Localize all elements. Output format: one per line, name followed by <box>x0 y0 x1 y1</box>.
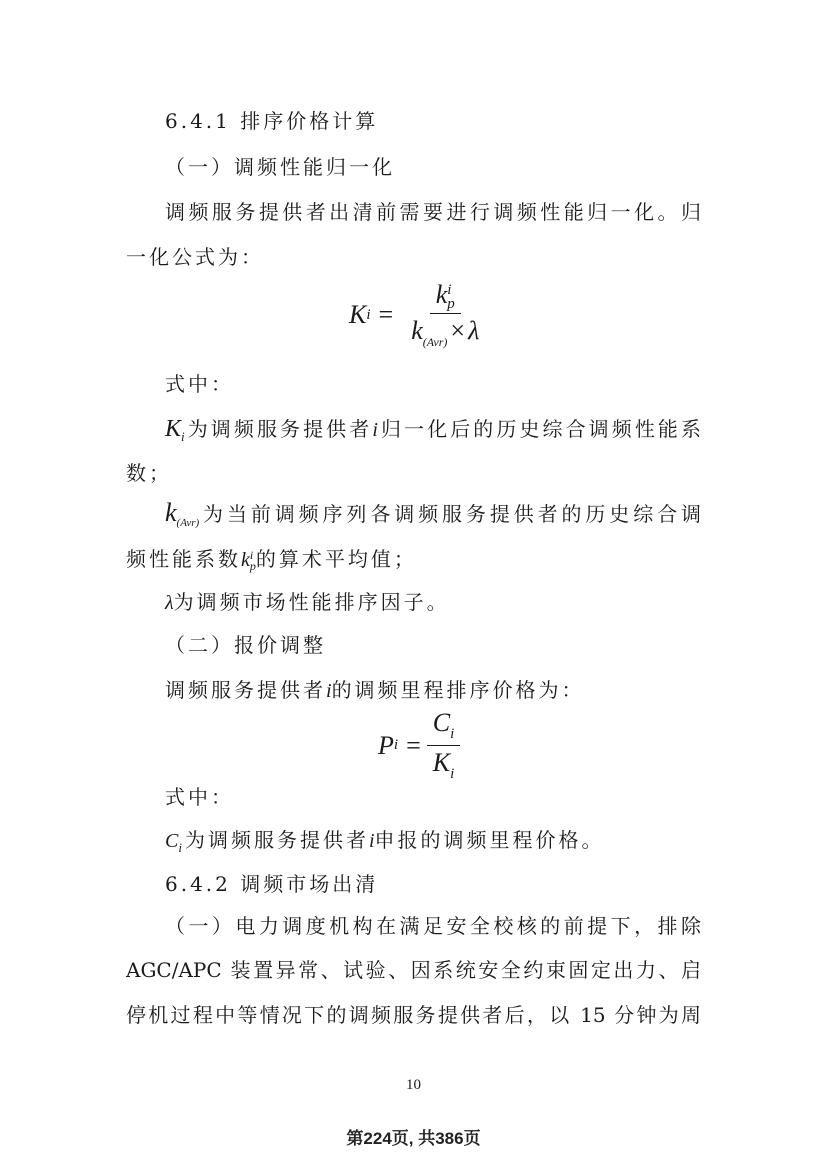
paragraph-1-line-2: 一化公式为： <box>126 245 264 269</box>
paragraph-2: 调频服务提供者i的调频里程排序价格为： <box>165 678 585 702</box>
formula1-equals: = <box>378 300 394 330</box>
definition-lambda: λ为调频市场性能排序因子。 <box>165 590 450 614</box>
formula2-numerator: $C_i$ <box>427 708 461 746</box>
where-label-1: 式中： <box>165 372 234 396</box>
formula2-lhs-sub: i <box>393 737 399 753</box>
formula1-lhs: K <box>349 300 367 330</box>
definition-C: $C_i$为调频服务提供者i申报的调频里程价格。 <box>165 828 605 855</box>
formula-sort-price <box>378 708 460 783</box>
formula-normalization <box>349 280 485 350</box>
definition-K-line-1: $K_i$为调频服务提供者i归一化后的历史综合调频性能系 <box>165 416 701 444</box>
section-6-4-1-heading: 6.4.1 排序价格计算 <box>165 109 379 133</box>
paragraph-3-line-1: （一）电力调度机构在满足安全校核的前提下，排除 <box>165 914 701 938</box>
formula1-denominator: $k_{(Avr)} \times \lambda$ <box>411 316 480 350</box>
formula2-equals: = <box>406 730 421 760</box>
paragraph-1-line-1: 调频服务提供者出清前需要进行调频性能归一化。归 <box>165 200 701 224</box>
formula2-lhs: P <box>378 730 394 760</box>
formula1-numerator: k i p <box>430 280 461 314</box>
page-footer: 第224页, 共386页 <box>346 1129 481 1148</box>
definition-kAvr-line-1: $k_{(Avr)}$为当前调频序列各调频服务提供者的历史综合调 <box>165 498 701 529</box>
definition-K-line-2: 数； <box>126 461 172 485</box>
formula2-denominator: $K_i$ <box>432 748 455 782</box>
where-label-2: 式中： <box>165 785 234 809</box>
paragraph-3-line-2: AGC/APC 装置异常、试验、因系统安全约束固定出力、启 <box>126 958 701 982</box>
section-6-4-2-heading: 6.4.2 调频市场出清 <box>165 872 379 896</box>
formula1-fraction <box>405 280 485 350</box>
subsection-1-title: （一）调频性能归一化 <box>165 155 395 179</box>
subsection-2-title: （二）报价调整 <box>165 633 326 657</box>
formula2-fraction <box>427 708 461 783</box>
page-number: 10 <box>406 1077 421 1093</box>
definition-kAvr-line-2: 频性能系数k i p 的算术平均值； <box>126 547 417 573</box>
formula1-lhs-sub: i <box>366 306 371 323</box>
paragraph-3-line-3: 停机过程中等情况下的调频服务提供者后，以 15 分钟为周 <box>126 1003 701 1027</box>
